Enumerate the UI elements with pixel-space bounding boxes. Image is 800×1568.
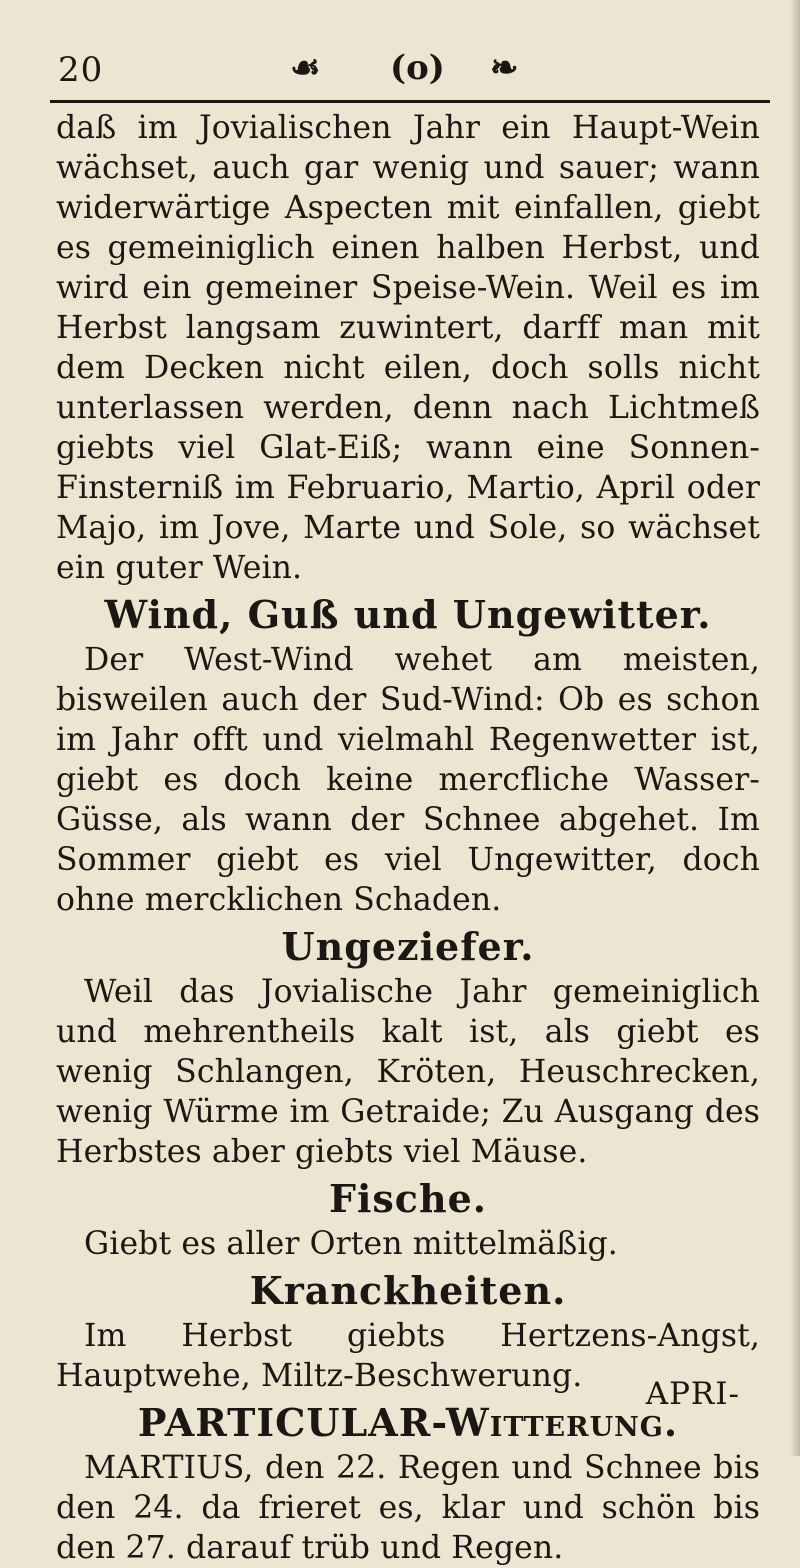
page-edge-shadow [790,0,800,1456]
section-heading-fish: Fische. [329,1176,487,1221]
section-text-diseases: Im Herbst giebts Hertzens-Angst, Hauptwehe, Miltz-Beschwerung. [56,1318,760,1394]
section-heading-vermin: Ungeziefer. [281,924,535,969]
page-body [56,108,760,1568]
section-heading-diseases: Kranckheiten. [249,1268,567,1313]
section-heading-particular-weather: PARTICULAR-Witterung. [137,1400,679,1445]
page-number: 20 [58,50,104,90]
section-text-particular-weather: MARTIUS, den 22. Regen und Schnee bis den 24. da frieret es, klar und schön bis den 27. darauf trüb und Regen. [56,1450,760,1566]
section-text-vermin: Weil das Jovialische Jahr gemeiniglich und mehrentheils kalt ist, als giebt es wenig Schlangen, Kröten, Heuschrecken, wenig Würme im Getraide; Zu Ausgang des Herbstes aber giebts viel Mäuse. [56,974,760,1170]
page-header [50,44,750,96]
ornament-center-icon: (o) [390,48,445,88]
section-text-fish: Giebt es aller Orten mittelmäßig. [84,1226,618,1262]
catchword: APRI- [645,1376,740,1412]
ornament-left-icon: ☙ [290,48,321,88]
section-text-wind: Der West-Wind wehet am meisten, bisweilen auch der Sud-Wind: Ob es schon im Jahr offt und vielmahl Regenwetter ist, giebt es doch keine mercfliche Wasser-Güsse, als wann der Schnee abgehet. Im Sommer giebt es viel Ungewitter, doch ohne mercklichen Schaden. [56,642,760,918]
section-heading-wind: Wind, Guß und Ungewitter. [104,592,712,637]
wine-paragraph: daß im Jovialischen Jahr ein Haupt-Wein wächset, auch gar wenig und sauer; wann widerwärtige Aspecten mit einfallen, giebt es gemeiniglich einen halben Herbst, und wird ein gemeiner Speise-Wein. Weil es im Herbst langsam zuwintert, darff man mit dem Decken nicht eilen, doch solls nicht unterlassen werden, denn nach Lichtmeß giebts viel Glat-Eiß; wann eine Sonnen-Finsterniß im Februario, Martio, April oder Majo, im Jove, Marte und Sole, so wächset ein guter Wein. [56,110,760,586]
header-rule [50,100,770,103]
ornament-right-icon: ❧ [490,48,519,88]
